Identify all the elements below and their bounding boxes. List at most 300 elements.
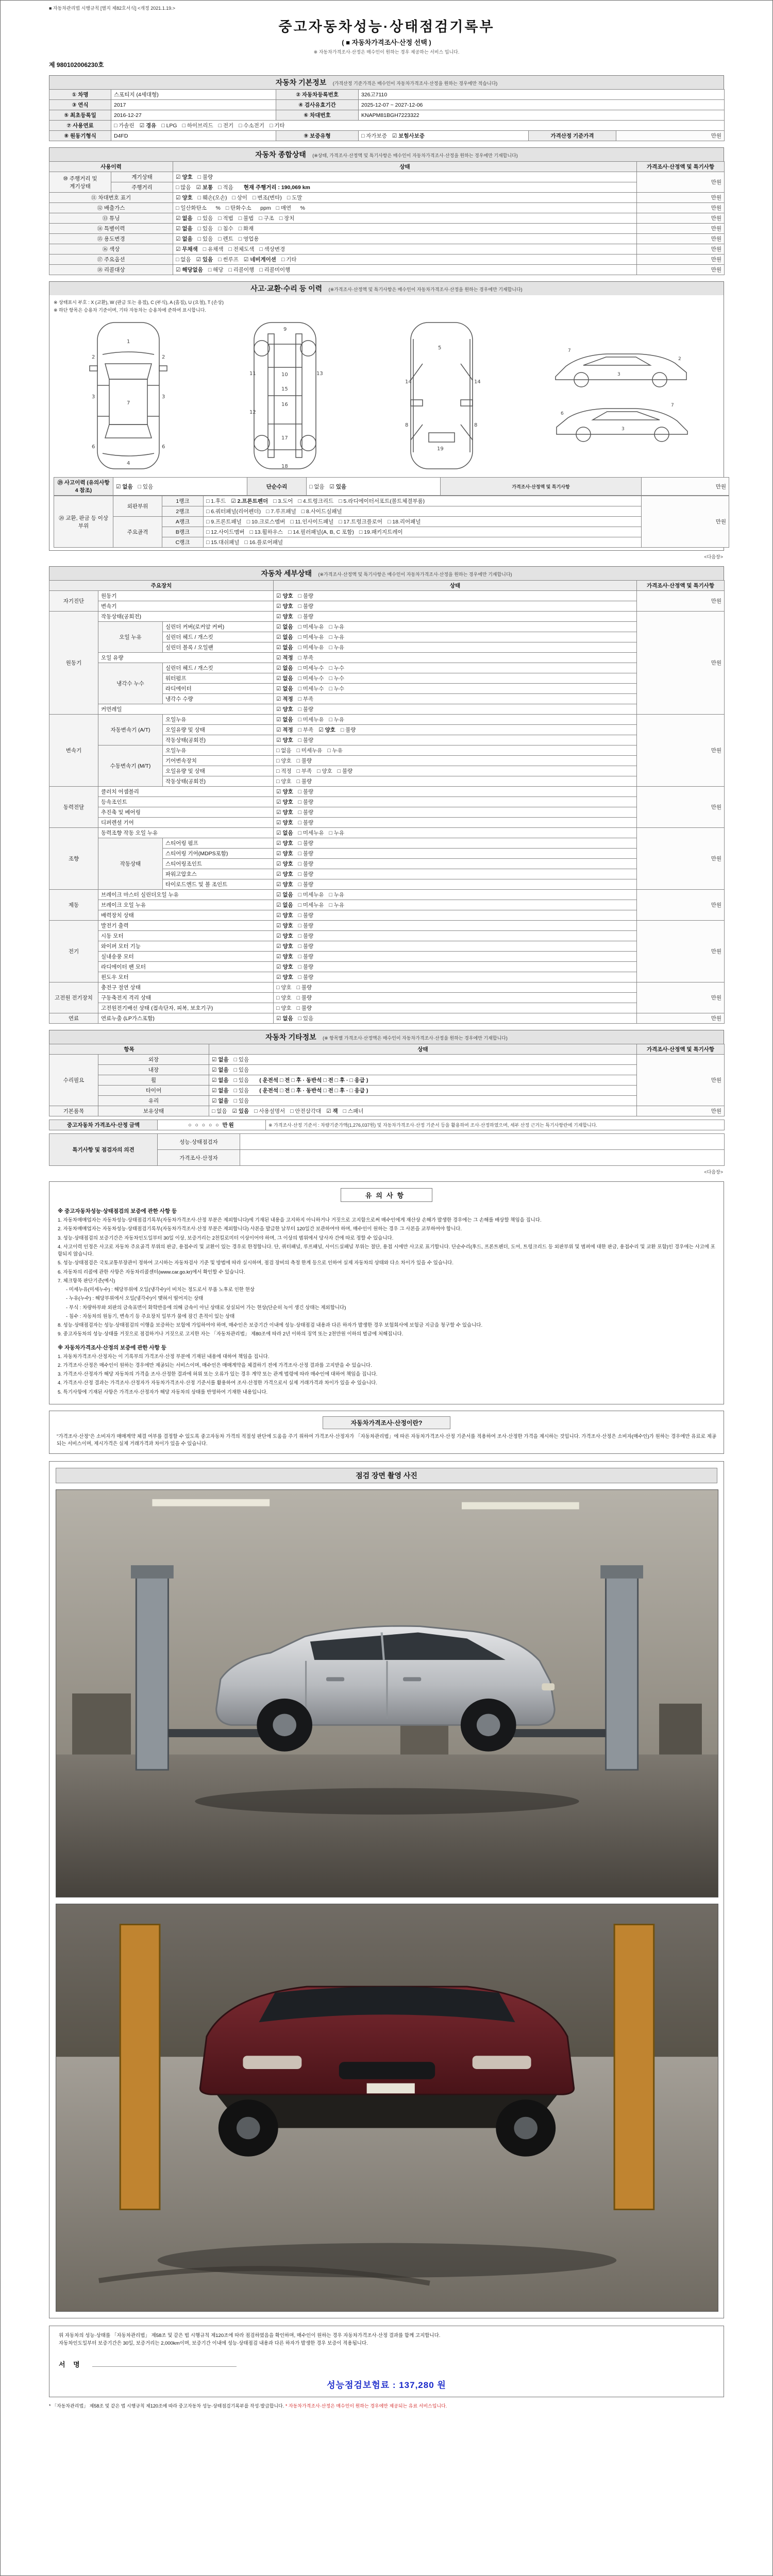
unchecked-box: □ 일산화탄소 % xyxy=(176,205,221,211)
unchecked-box: □ 해당 xyxy=(208,267,224,273)
notes-title: 유의사항 xyxy=(341,1188,432,1202)
cell: 보유상태 xyxy=(98,1106,209,1116)
bottom-note-black: * 「자동차관리법」 제58조 및 같은 법 시행규칙 제120조에 따라 중고자동차 성능·상태점검기록부를 작성·발급합니다. xyxy=(49,2403,284,2409)
check-cell xyxy=(209,1106,637,1116)
cell: 타이로드엔드 및 볼 조인트 xyxy=(163,879,274,890)
check-cell xyxy=(209,1086,637,1096)
section-note: (※가격조사·산정액 및 특기사항은 매수인이 자동차가격조사·산정을 원하는 경우에만 기재합니다) xyxy=(318,572,512,577)
cell: 만원 xyxy=(637,224,725,234)
checked-box: ☑ 양호 xyxy=(276,603,293,609)
cell: 브레이크 마스터 실린더오일 누유 xyxy=(98,890,274,900)
svg-text:7: 7 xyxy=(568,348,571,353)
unchecked-box: □ 양호 xyxy=(276,985,292,991)
cell: 디퍼렌셜 기어 xyxy=(98,818,274,828)
unchecked-box: □ 없음 xyxy=(176,257,191,263)
unchecked-box: □ 누유 xyxy=(329,902,345,908)
bottom-note xyxy=(49,2402,724,2409)
checked-box: ☑ 무채색 xyxy=(176,246,198,252)
check-cell xyxy=(173,234,637,244)
cell: 오일유량 및 상태 xyxy=(163,725,274,735)
signature-label: 서 명 xyxy=(59,2360,83,2368)
svg-text:2: 2 xyxy=(678,357,681,362)
unchecked-box: □ 미세누유 xyxy=(298,645,324,651)
cell: 오일누유 xyxy=(163,715,274,725)
unchecked-box: □ 장치 xyxy=(279,215,295,222)
checked-box: ☑ 있음 xyxy=(329,483,347,490)
check-cell xyxy=(274,653,637,663)
cell: 만원 xyxy=(637,203,725,213)
unchecked-box: □ 10.크로스멤버 xyxy=(246,519,285,525)
cell: 외장 xyxy=(98,1055,209,1065)
svg-text:10: 10 xyxy=(281,372,288,378)
page-subnote: ※ 자동차가격조사·산정은 매수인이 원하는 경우 제공하는 서비스 입니다. xyxy=(313,49,460,55)
unchecked-box: □ 불량 xyxy=(298,933,314,939)
checked-box: ☑ 양호 xyxy=(176,174,193,180)
unchecked-box: □ 부족 xyxy=(298,696,314,702)
unchecked-box: □ 누수 xyxy=(329,686,345,692)
check-cell xyxy=(274,879,637,890)
price-assessment-info xyxy=(49,1411,724,1454)
unchecked-box: □ 불량 xyxy=(296,1005,312,1011)
check-cell xyxy=(173,213,637,224)
svg-text:15: 15 xyxy=(281,386,288,392)
unchecked-box: □ 기타 xyxy=(269,123,285,129)
svg-text:16: 16 xyxy=(281,402,288,408)
checked-box: ☑ 양호 xyxy=(276,789,293,795)
check-cell xyxy=(274,673,637,684)
checked-box: ☑ 해당없음 xyxy=(176,267,203,273)
checked-box: ☑ 없음 xyxy=(176,215,193,222)
opinion-table-wrap xyxy=(49,1133,724,1166)
cell: 원동기 xyxy=(98,591,274,601)
engine-type: D4FD xyxy=(111,131,276,141)
check-cell xyxy=(274,972,637,982)
section-header xyxy=(49,147,724,161)
unchecked-box: □ 불량 xyxy=(296,758,312,764)
unchecked-box: □ 부족 xyxy=(298,655,314,661)
check-cell xyxy=(274,715,637,725)
unchecked-box: □ 불량 xyxy=(298,614,314,620)
unchecked-box: □ 자가보증 xyxy=(361,133,387,139)
unchecked-box: □ 18.리어패널 xyxy=(387,519,421,525)
unchecked-box: □ 적음 xyxy=(218,184,233,191)
unchecked-box: □ 있음 xyxy=(233,1067,249,1073)
svg-text:7: 7 xyxy=(671,403,674,408)
unchecked-box: □ 있음 xyxy=(298,1015,314,1022)
unchecked-box: □ 수소전기 xyxy=(239,123,264,129)
cell: 라디에이터 xyxy=(163,684,274,694)
svg-text:3: 3 xyxy=(92,394,95,400)
note-item: 2. 가격조사·산정은 매수인이 원하는 경우에만 제공되는 서비스이며, 매수인은 매매계약을 체결하기 전에 가격조사·산정 결과를 고지받을 수 있습니다. xyxy=(58,1362,372,1368)
check-cell xyxy=(204,496,642,506)
cell: 연료누출 (LP가스포함) xyxy=(98,1013,274,1024)
checked-box: ☑ 잭 xyxy=(326,1108,338,1114)
cell: 만원 xyxy=(637,591,725,612)
misc-table xyxy=(49,1044,725,1116)
cell: A랭크 xyxy=(162,517,204,527)
cell: 주행거리 xyxy=(111,182,173,193)
form-reference: ■ 자동차관리법 시행규칙 [별지 제82호서식] <개정 2021.1.19.> xyxy=(49,6,175,11)
checked-box: ☑ 없음 xyxy=(212,1067,229,1073)
cell: 추진축 및 베어링 xyxy=(98,807,274,818)
unchecked-box: □ 안전삼각대 xyxy=(290,1108,322,1114)
svg-text:1: 1 xyxy=(127,339,130,345)
cell: 클러치 어셈블리 xyxy=(98,787,274,797)
section-detail-condition xyxy=(49,566,724,1024)
check-cell xyxy=(173,244,637,255)
unchecked-box: □ 누유 xyxy=(329,717,345,723)
notes-head-2: ※ 자동차가격조사·산정의 보증에 관한 사항 등 xyxy=(58,1344,166,1351)
unchecked-box: □ 사용설명서 xyxy=(254,1108,285,1114)
unchecked-box: □ 많음 xyxy=(176,184,191,191)
unchecked-box: □ 미세누유 xyxy=(298,624,324,630)
cell: ⑨ 보증유형 xyxy=(276,131,359,141)
section-basic-info xyxy=(49,75,724,141)
car-diagram-side-right xyxy=(549,399,694,447)
section-note: (※ 항목별 가격조사·산정액은 매수인이 자동차가격조사·산정을 원하는 경우에만 기재합니다) xyxy=(323,1036,508,1041)
status-code-legend-2: ※ 하단 항목은 승용차 기준이며, 기타 자동차는 승용차에 준하여 표시합니다. xyxy=(54,308,206,313)
checked-box: ☑ 없음 xyxy=(276,830,293,836)
note-item: 4. 가격조사·산정 결과는 가격조사·산정자가 자동차가격조사·산정 기준서를 활용하여 조사·산정한 가격으로서 실제 거래가격과 차이가 있을 수 있습니다. xyxy=(58,1380,377,1386)
check-cell xyxy=(173,193,637,203)
unchecked-box: □ 5.라디에이터서포트(볼트체결부품) xyxy=(339,498,425,504)
unchecked-box: □ 매연 % xyxy=(276,205,305,211)
cell: 만원 xyxy=(637,787,725,828)
svg-text:3: 3 xyxy=(621,427,625,432)
unchecked-box: □ 적정 xyxy=(276,768,292,774)
check-cell xyxy=(274,849,637,859)
unchecked-box: □ 양호 xyxy=(276,1005,292,1011)
cell: 가격조사·산정액 및 특기사항 xyxy=(441,478,642,496)
checked-box: ☑ 양호 xyxy=(276,974,293,980)
cell: 휠 xyxy=(98,1075,209,1086)
unchecked-box: □ 11.인사이드패널 xyxy=(290,519,334,525)
cell: 만원 xyxy=(637,234,725,244)
checked-box: ☑ 있음 xyxy=(232,1108,249,1114)
plate-number: 326고7110 xyxy=(359,90,725,100)
svg-text:6: 6 xyxy=(561,411,564,416)
check-cell xyxy=(274,735,637,745)
check-cell xyxy=(274,591,637,601)
cell: 실내송풍 모터 xyxy=(98,952,274,962)
checked-box: ☑ 양호 xyxy=(276,851,293,857)
unchecked-box: □ 불량 xyxy=(298,820,314,826)
checked-box: ☑ 양호 xyxy=(176,195,193,201)
unchecked-box: □ 불량 xyxy=(337,768,353,774)
unchecked-box: □ 있음 xyxy=(233,1077,249,1083)
cell: ⑪ 차대번호 표기 xyxy=(49,193,173,203)
cell: 주요장치 xyxy=(49,581,274,591)
notes-list-2 xyxy=(58,1353,715,1396)
check-cell xyxy=(274,766,637,776)
svg-text:14: 14 xyxy=(474,379,481,385)
svg-text:12: 12 xyxy=(249,410,256,415)
checked-box: ☑ 없음 xyxy=(276,665,293,671)
svg-text:11: 11 xyxy=(249,371,256,377)
unchecked-box: □ 불량 xyxy=(298,912,314,919)
section-title: 자동차 기본정보 xyxy=(275,78,327,87)
unchecked-box: □ 침수 xyxy=(218,226,233,232)
unchecked-box: □ 없음 xyxy=(276,748,292,754)
section-header xyxy=(49,75,724,89)
unchecked-box: □ 미세누유 xyxy=(298,634,324,640)
inspection-valid-period: 2025-12-07 ~ 2027-12-06 xyxy=(359,100,725,110)
check-cell xyxy=(274,694,637,704)
first-registration-date: 2016-12-27 xyxy=(111,110,276,121)
checked-box: ☑ 없음 xyxy=(176,226,193,232)
note-item: - 침수 : 자동차의 원동기, 변속기 등 주요장치 일부가 물에 잠긴 흔적이 있는 상태 xyxy=(66,1313,235,1319)
checked-box: ☑ 보험사보증 xyxy=(392,133,425,139)
check-cell xyxy=(274,818,637,828)
cell: 등속조인트 xyxy=(98,797,274,807)
accident-table xyxy=(54,477,729,496)
cell: 가격조사·산정액 및 특기사항 xyxy=(637,581,725,591)
unchecked-box: □ 미세누수 xyxy=(298,665,324,671)
cell: 항목 xyxy=(49,1044,209,1055)
unchecked-box: □ 누유 xyxy=(329,892,345,898)
unchecked-box: □ 있음 xyxy=(138,483,154,490)
cell: ⑥ 차대번호 xyxy=(276,110,359,121)
unchecked-box: □ 있음 xyxy=(233,1057,249,1063)
checked-box: ☑ 없음 xyxy=(276,645,293,651)
check-cell xyxy=(274,982,637,993)
cell: ⑤ 최초등록일 xyxy=(49,110,111,121)
unchecked-box: □ 12.사이드멤버 xyxy=(206,529,245,535)
cell: 자동변속기 (A/T) xyxy=(98,715,163,745)
cell: 작동상태(공회전) xyxy=(163,776,274,787)
check-cell xyxy=(274,725,637,735)
check-cell xyxy=(274,797,637,807)
checked-box: ☑ 양호 xyxy=(276,861,293,867)
checked-box: ☑ 없음 xyxy=(276,686,293,692)
overall-table xyxy=(49,161,725,275)
section-header xyxy=(49,1030,724,1044)
check-cell xyxy=(274,756,637,766)
check-cell xyxy=(173,255,637,265)
svg-text:8: 8 xyxy=(405,422,409,428)
title-block xyxy=(49,15,724,55)
car-diagram-underbody xyxy=(236,318,334,473)
unchecked-box: □ 6.쿼터패널(리어펜더) xyxy=(206,509,261,515)
unchecked-box: □ 불량 xyxy=(340,727,356,733)
cell: 변속기 xyxy=(98,601,274,612)
cell: 실린더 헤드 / 개스킷 xyxy=(163,663,274,673)
unchecked-box: □ 탄화수소 ppm xyxy=(225,205,271,211)
cell: 실린더 헤드 / 개스킷 xyxy=(163,632,274,642)
unchecked-box: □ 불법 xyxy=(238,215,254,222)
checked-box: ☑ 양호 xyxy=(276,809,293,816)
misc-info-table-wrap xyxy=(49,1044,724,1116)
cell: 발전기 출력 xyxy=(98,921,274,931)
basic-info-table-wrap xyxy=(49,89,724,141)
unchecked-box: □ 7.루프패널 xyxy=(266,509,296,515)
note-item: - 미세누유(미세누수) : 해당부위에 오일(냉각수)이 비치는 정도로서 부품 노후로 인한 현상 xyxy=(66,1287,255,1293)
check-cell xyxy=(274,890,637,900)
cell: 와이퍼 모터 기능 xyxy=(98,941,274,952)
cell: 만원 xyxy=(637,921,725,982)
cell: 만원 xyxy=(637,265,725,275)
unchecked-box: □ 썬루프 xyxy=(218,257,239,263)
car-diagram-frame xyxy=(393,318,491,473)
page-title: 중고자동차성능·상태점검기록부 xyxy=(278,19,495,35)
svg-text:9: 9 xyxy=(283,327,287,332)
check-cell xyxy=(173,203,637,213)
checked-box: ☑ 없음 xyxy=(276,892,293,898)
cell: ⑮ 용도변경 xyxy=(49,234,173,244)
checked-box: ☑ 양호 xyxy=(276,737,293,743)
accident-history-table-wrap xyxy=(54,477,726,496)
cell: 고전원전기배선 상태 (접속단자, 피복, 보호기구) xyxy=(98,1003,274,1013)
final-price-table-wrap xyxy=(49,1120,724,1130)
unchecked-box: □ 훼손(오손) xyxy=(197,195,227,201)
cell: 가격산정 기준가격 xyxy=(529,131,616,141)
cell: 제동 xyxy=(49,890,98,921)
cell: 윈도우 모터 xyxy=(98,972,274,982)
unchecked-box: □ 미세누유 xyxy=(298,892,324,898)
inspection-photo-1 xyxy=(56,1489,718,1897)
cell: 외판부위 xyxy=(113,496,162,517)
note-item: - 부식 : 차량하부와 외판의 금속표면이 화학반응에 의해 금속이 아닌 상태로 상실되어 가는 현상(단순히 녹이 생긴 상태는 제외합니다) xyxy=(66,1304,346,1311)
unchecked-box: □ 불량 xyxy=(298,706,314,713)
check-cell xyxy=(274,642,637,653)
unchecked-box: □ 부족 xyxy=(298,727,314,733)
cell: 배력장치 상태 xyxy=(98,910,274,921)
cell: 스티어링 기어(MDPS포함) xyxy=(163,849,274,859)
unchecked-box: □ 부족 xyxy=(296,768,312,774)
svg-text:18: 18 xyxy=(281,464,288,469)
accident-section-body xyxy=(49,295,724,551)
checked-box: ☑ 적정 xyxy=(276,655,293,661)
cell-extra-text: ( 운전석 □ 전 □ 후 · 동반석 □ 전 □ 후 · □ 응급 ) xyxy=(259,1077,368,1083)
cell: 내장 xyxy=(98,1065,209,1075)
note-item: 3. 성능·상태점검의 보증기간은 자동차인도일부터 30일 이상, 보증거리는 2천킬로미터 이상이어야 하며, 그 이상의 범위에서 당사자 간에 따로 정할 수 있습니다. xyxy=(58,1235,394,1241)
unchecked-box: □ 불량 xyxy=(298,789,314,795)
cell: 만원 xyxy=(637,193,725,203)
checked-box: ☑ 양호 xyxy=(276,964,293,970)
car-diagram-side-views xyxy=(549,345,694,447)
cell: 가격조사·산정액 및 특기사항 xyxy=(637,162,725,172)
cell: 수리필요 xyxy=(49,1055,98,1106)
checked-box: ☑ 없음 xyxy=(276,902,293,908)
unchecked-box: □ 양호 xyxy=(317,768,332,774)
cell: 유리 xyxy=(98,1096,209,1106)
cell: 수동변속기 (M/T) xyxy=(98,745,163,787)
sheet xyxy=(49,5,724,2409)
cell: 원동기 xyxy=(49,612,98,715)
check-cell xyxy=(274,838,637,849)
cell-extra-text: ( 운전석 □ 전 □ 후 · 동반석 □ 전 □ 후 · □ 응급 ) xyxy=(259,1088,368,1094)
checked-box: ☑ 없음 xyxy=(212,1098,229,1104)
cell: 냉각수 누수 xyxy=(98,663,163,704)
final-table xyxy=(49,1120,725,1130)
unchecked-box: □ 15.대쉬패널 xyxy=(206,539,240,546)
unchecked-box: □ 미세누유 xyxy=(298,717,324,723)
checked-box: ☑ 양호 xyxy=(276,840,293,846)
note-item: 5. 특기사항에 기재된 사항은 가격조사·산정자가 해당 자동차의 상태를 반영하여 기재한 내용입니다. xyxy=(58,1389,268,1395)
detail-condition-table-wrap xyxy=(49,580,724,1024)
cell: 커먼레일 xyxy=(98,704,274,715)
check-cell xyxy=(274,921,637,931)
section-header xyxy=(49,566,724,580)
check-cell xyxy=(274,704,637,715)
accident-history xyxy=(113,478,247,496)
cell: 작동상태(공회전) xyxy=(163,735,274,745)
unchecked-box: □ 있음 xyxy=(233,1098,249,1104)
check-cell xyxy=(274,952,637,962)
check-cell xyxy=(204,506,642,517)
check-cell xyxy=(274,941,637,952)
cell: 전기 xyxy=(49,921,98,982)
cell: ⑯ 색상 xyxy=(49,244,173,255)
exchange-table xyxy=(54,496,729,548)
unchecked-box: □ 적법 xyxy=(218,215,233,222)
unchecked-box: □ 불량 xyxy=(296,995,312,1001)
unchecked-box: □ 미세누유 xyxy=(296,748,323,754)
unchecked-box: □ 불량 xyxy=(298,840,314,846)
cell: 시동 모터 xyxy=(98,931,274,941)
simple-repair xyxy=(307,478,441,496)
unchecked-box: □ 17.트렁크플로어 xyxy=(339,519,382,525)
unchecked-box: □ 있음 xyxy=(197,215,213,222)
check-cell xyxy=(274,993,637,1003)
cell: 사용이력 xyxy=(49,162,173,172)
unchecked-box: □ 불량 xyxy=(298,954,314,960)
unchecked-box: □ 렌트 xyxy=(218,236,233,242)
checked-box: ☑ 양호 xyxy=(276,912,293,919)
signature-section xyxy=(49,2326,724,2397)
svg-text:3: 3 xyxy=(162,394,165,400)
unchecked-box: □ 불량 xyxy=(298,861,314,867)
unchecked-box: □ 불량 xyxy=(296,778,312,785)
checked-box: ☑ 2.프론트펜더 xyxy=(231,498,268,504)
cell: 주요골격 xyxy=(113,517,162,548)
cell: 기어변속장치 xyxy=(163,756,274,766)
checked-box: ☑ 양호 xyxy=(276,882,293,888)
unchecked-box: □ 전체도색 xyxy=(228,246,255,252)
unchecked-box: □ 누수 xyxy=(329,665,345,671)
cell: 실린더 블록 / 오일팬 xyxy=(163,642,274,653)
cell: 만원 xyxy=(637,1106,725,1116)
cell: 충전구 절연 상태 xyxy=(98,982,274,993)
cell: 만원 xyxy=(637,828,725,890)
section-note: (※상태, 가격조사·산정액 및 특기사항은 매수인이 자동차가격조사·산정을 원하는 경우에만 기재합니다) xyxy=(312,153,518,158)
cell: 파워고압호스 xyxy=(163,869,274,879)
section-overall-condition xyxy=(49,147,724,275)
checked-box: ☑ 없음 xyxy=(212,1088,229,1094)
section-header xyxy=(49,281,724,295)
unchecked-box: □ 리콜미이행 xyxy=(259,267,291,273)
unchecked-box: □ 기타 xyxy=(281,257,297,263)
section-title: 자동차 세부상태 xyxy=(261,569,312,578)
cell: 오일누유 xyxy=(163,745,274,756)
note-item: 7. 체크항목 판단기준(예시) xyxy=(58,1278,115,1284)
checked-box: ☑ 없음 xyxy=(276,675,293,682)
unchecked-box: □ 불량 xyxy=(298,871,314,877)
check-cell xyxy=(274,1003,637,1013)
unchecked-box: □ 리콜이행 xyxy=(228,267,255,273)
opinion-table xyxy=(49,1133,725,1166)
cell: 1랭크 xyxy=(162,496,204,506)
cell: ⑱ 리콜대상 xyxy=(49,265,173,275)
unchecked-box: □ 누유 xyxy=(329,624,345,630)
section-note: (가격산정 기준가격은 매수인이 자동차가격조사·산정을 원하는 경우에만 적습니다) xyxy=(332,81,498,86)
unchecked-box: □ 있음 xyxy=(197,226,213,232)
unchecked-box: □ 구조 xyxy=(259,215,274,222)
cell: ⑧ 원동기형식 xyxy=(49,131,111,141)
car-diagram-side-left xyxy=(549,345,694,392)
inspection-insurance-fee: 성능점검보험료 : 137,280 원 xyxy=(327,2380,446,2390)
overall-condition-table-wrap xyxy=(49,161,724,275)
